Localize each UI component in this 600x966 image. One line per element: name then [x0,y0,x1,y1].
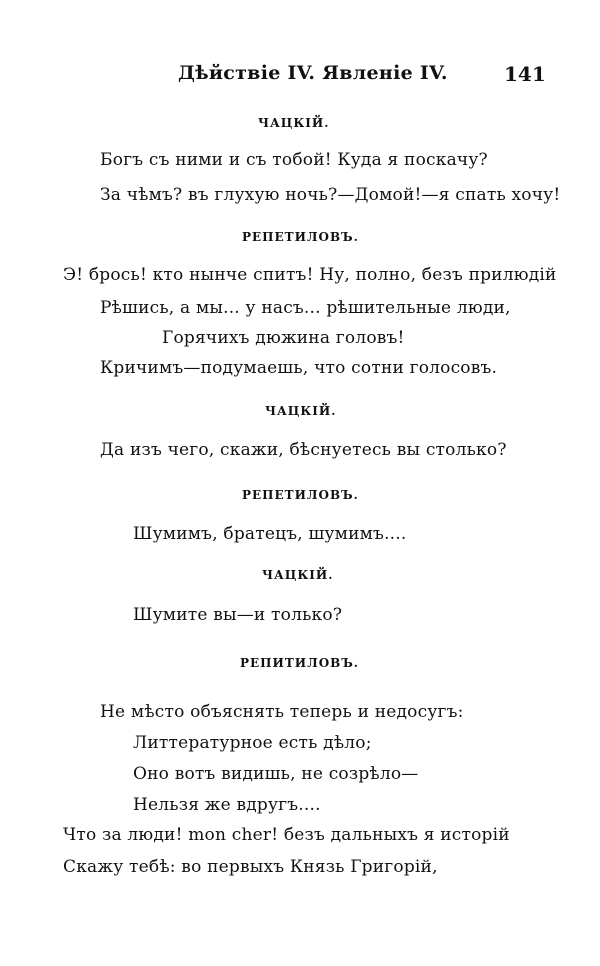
page-number: 141 [504,62,546,86]
verse-line: Шумите вы—и только? [133,605,343,625]
speaker-name: РЕПЕТИЛОВЪ. [242,488,359,502]
speaker-name: ЧАЦКІЙ. [265,404,337,418]
verse-line: Богъ съ ними и съ тобой! Куда я поскачу? [100,150,488,170]
speaker-name: РЕПЕТИЛОВЪ. [242,230,359,244]
verse-line: Э! брось! кто нынче спитъ! Ну, полно, безъ прилюдій [63,265,557,285]
verse-line: Горячихъ дюжина головъ! [162,328,405,348]
verse-line: Не мѣсто объяснять теперь и недосугъ: [100,702,464,722]
speaker-name: ЧАЦКІЙ. [258,116,330,130]
verse-line: Что за люди! mon cher! безъ дальныхъ я исторій [63,825,510,845]
verse-line: Кричимъ—подумаешь, что сотни голосовъ. [100,358,498,378]
verse-line: Рѣшись, а мы... у насъ... рѣшительные люди, [100,298,511,318]
speaker-name: РЕПИТИЛОВЪ. [240,656,359,670]
speaker-name: ЧАЦКІЙ. [262,568,334,582]
verse-line: Оно вотъ видишь, не созрѣло— [133,764,419,784]
verse-line: Шумимъ, братецъ, шумимъ.... [133,524,407,544]
verse-line: За чѣмъ? въ глухую ночь?—Домой!—я спать хочу! [100,185,561,205]
verse-line: Да изъ чего, скажи, бѣснуетесь вы столько? [100,440,507,460]
running-header: Дѣйствіе IV. Явленіе IV. [178,62,448,84]
verse-line: Скажу тебѣ: во первыхъ Князь Григорій, [63,857,438,877]
verse-line: Литтературное есть дѣло; [133,733,372,753]
verse-line: Нельзя же вдругъ.... [133,795,321,815]
